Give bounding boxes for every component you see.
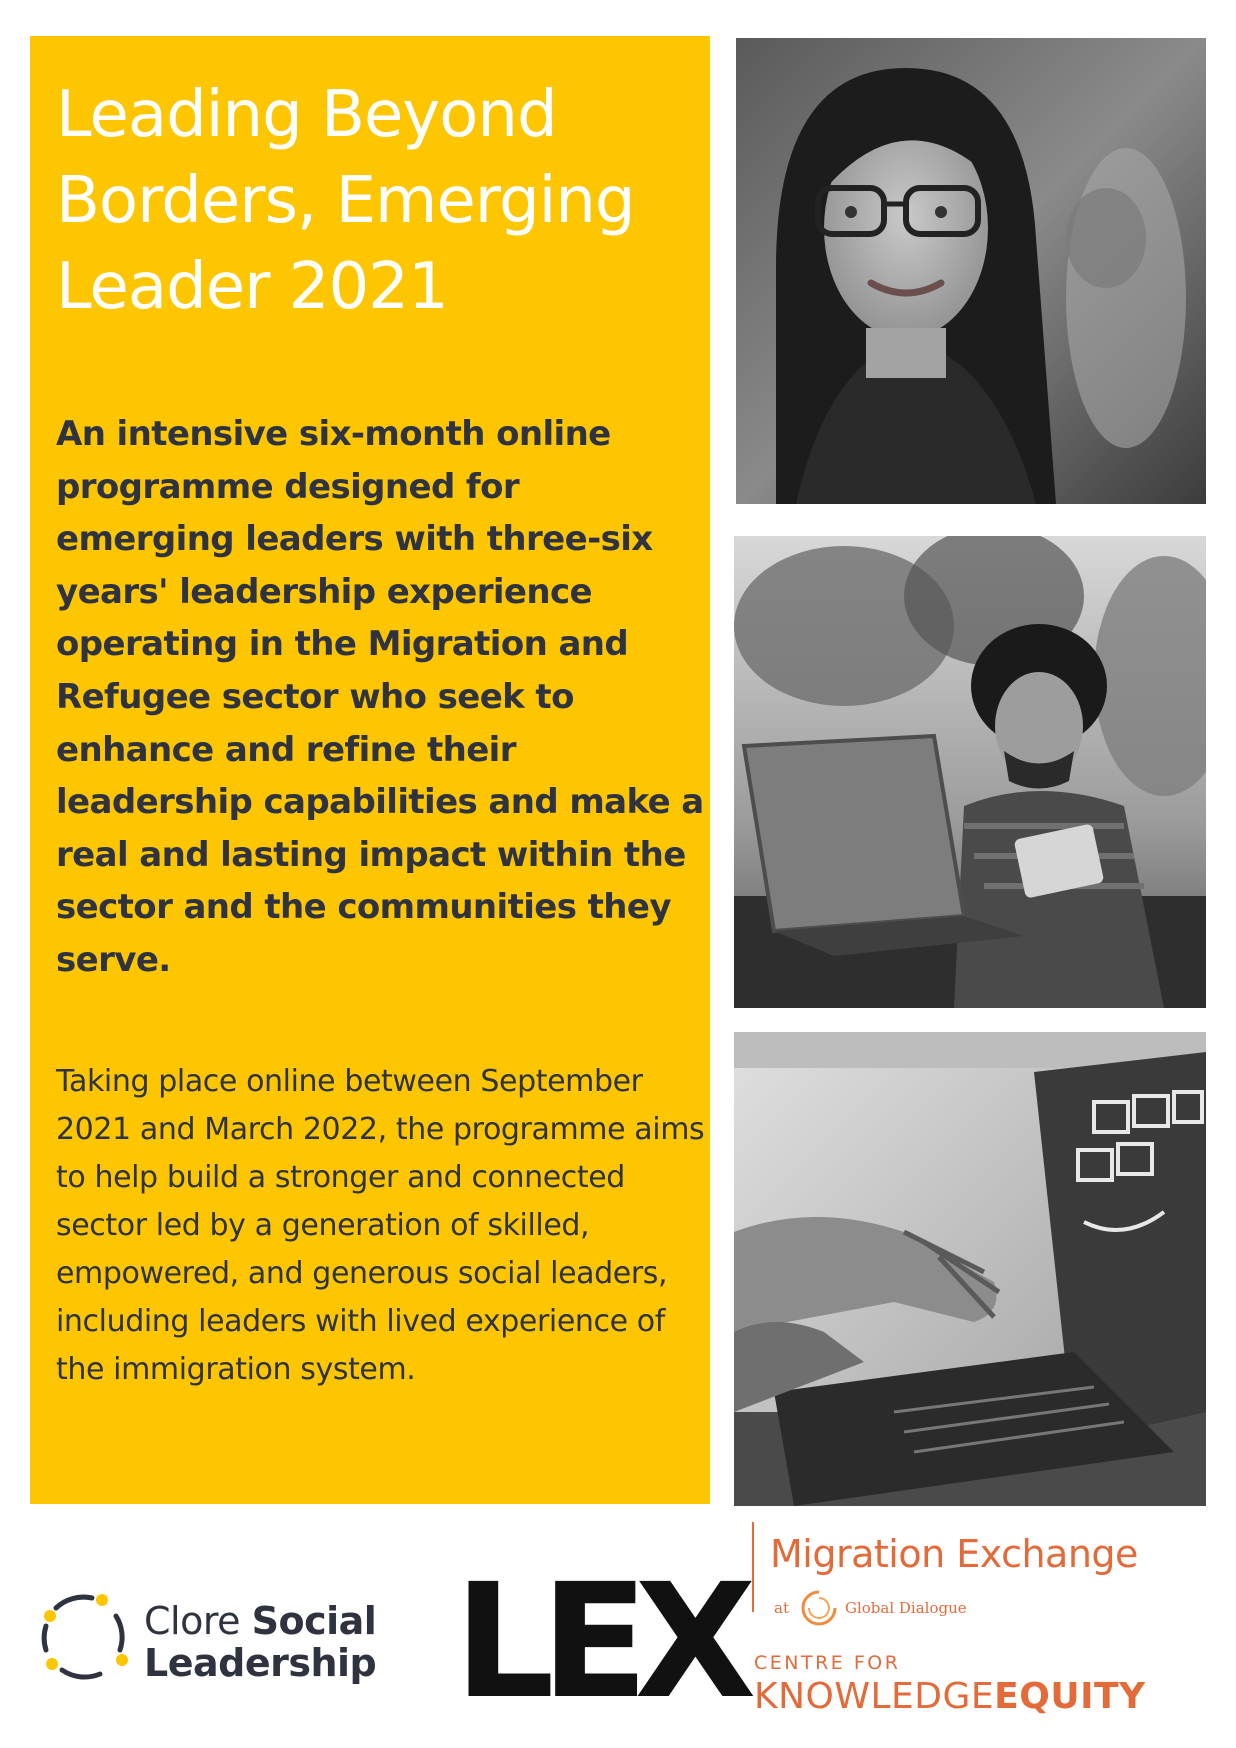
migration-exchange-divider	[752, 1522, 754, 1612]
lex-logo: LEX	[454, 1550, 743, 1734]
info-panel	[30, 36, 710, 1504]
clore-ring-icon	[34, 1586, 134, 1686]
at-label: at	[774, 1599, 789, 1617]
clore-social-leadership-logo	[34, 1586, 394, 1694]
body-paragraph: Taking place online between September 2021 and March 2022, the programme aims to help build a stronger and connected sector led by a generation of skilled, empowered, and generous social leaders, including leaders with lived experience of the immigration system.	[56, 1064, 705, 1387]
clore-wordmark	[144, 1600, 376, 1684]
knowledge-word: KNOWLEDGE	[754, 1676, 995, 1717]
migration-exchange-title: Migration Exchange	[770, 1532, 1138, 1576]
clore-word: Clore	[144, 1599, 241, 1643]
global-dialogue-line	[774, 1588, 967, 1628]
lead-paragraph: An intensive six-month online programme designed for emerging leaders with three-six years' leadership experience operating in the Migration and Refugee sector who seek to enhance and refine their leadership capabilities and make a real and lasting impact within the sector and the communities they serve.	[56, 414, 704, 980]
equity-word: EQUITY	[994, 1676, 1146, 1717]
social-word: Social	[251, 1599, 377, 1643]
global-dialogue-swirl-icon	[799, 1588, 839, 1628]
centre-for-label: CENTRE FOR	[754, 1652, 901, 1674]
hands-typing-on-laptop-video-call	[734, 1032, 1206, 1506]
man-with-laptop-and-tablet	[734, 536, 1206, 1008]
knowledge-equity-wordmark	[754, 1676, 1146, 1718]
leadership-word: Leadership	[144, 1641, 377, 1685]
global-dialogue-label: Global Dialogue	[844, 1599, 967, 1617]
poster-title: Leading Beyond Borders, Emerging Leader 2021	[56, 78, 635, 324]
woman-with-glasses-portrait	[736, 38, 1206, 504]
